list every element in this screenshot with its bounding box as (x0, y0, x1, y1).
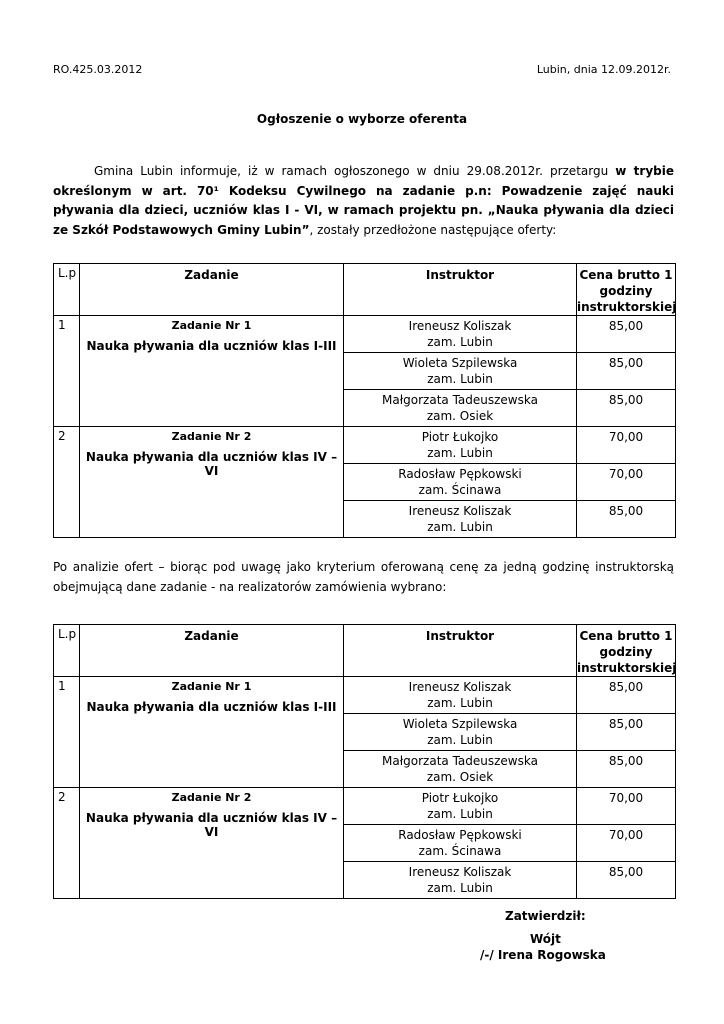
instructor-name: Piotr Łukojko (421, 430, 499, 444)
row-lp: 1 (54, 677, 80, 788)
row-lp: 2 (54, 788, 80, 899)
header-cena: Cena brutto 1 godziny instruktorskiej (577, 264, 676, 316)
task-name: Nauka pływania dla uczniów klas I-III (86, 339, 337, 353)
table-row (54, 788, 676, 825)
analysis-paragraph: Po analizie ofert – biorąc pod uwagę jako kryterium oferowaną cenę za jedną godzinę instruktorską obejmującą dane zadanie - na realizatorów zamówienia wybrano: (53, 560, 674, 594)
header-instruktor: Instruktor (344, 264, 577, 316)
instructor-place: zam. Lubin (427, 733, 493, 747)
instructor-name: Małgorzata Tadeuszewska (382, 754, 538, 768)
table-row (54, 427, 676, 464)
price-cell: 70,00 (577, 788, 676, 825)
row-lp: 1 (54, 316, 80, 427)
table-row (54, 677, 676, 714)
instructor-place: zam. Lubin (427, 696, 493, 710)
instructor-cell (344, 501, 577, 538)
instructor-place: zam. Ścinawa (418, 483, 502, 497)
task-cell (80, 677, 344, 788)
instructor-name: Ireneusz Koliszak (408, 680, 512, 694)
task-cell (80, 316, 344, 427)
task-number: Zadanie Nr 2 (171, 430, 252, 443)
approved-label: Zatwierdził: (505, 909, 586, 923)
instructor-cell (344, 464, 577, 501)
price-cell: 85,00 (577, 862, 676, 899)
instructor-name: Małgorzata Tadeuszewska (382, 393, 538, 407)
document-date: Lubin, dnia 12.09.2012r. (536, 63, 671, 76)
intro-paragraph (53, 162, 674, 240)
instructor-place: zam. Lubin (427, 881, 493, 895)
document-reference: RO.425.03.2012 (53, 63, 143, 76)
instructor-place: zam. Lubin (427, 520, 493, 534)
intro-bold-text: w trybie określonym w art. 70¹ Kodeksu Cywilnego na zadanie p.n: Powadzenie zajęć nauki pływania dla dzieci, uczniów klas I - VI, w ramach projektu pn. „Nauka pływania dla dzieci ze Szkół Podstawowych Gminy Lubin” (53, 164, 674, 237)
table-row (54, 316, 676, 353)
task-number: Zadanie Nr 2 (171, 791, 252, 804)
task-cell (80, 788, 344, 899)
signatory-name: /-/ Irena Rogowska (480, 948, 606, 962)
price-cell: 85,00 (577, 677, 676, 714)
instructor-name: Radosław Pępkowski (398, 467, 522, 481)
task-number: Zadanie Nr 1 (171, 680, 252, 693)
instructor-place: zam. Ścinawa (418, 844, 502, 858)
instructor-name: Wioleta Szpilewska (402, 717, 518, 731)
header-instruktor: Instruktor (344, 625, 577, 677)
instructor-name: Radosław Pępkowski (398, 828, 522, 842)
task-cell (80, 427, 344, 538)
instructor-place: zam. Lubin (427, 335, 493, 349)
header-lp: L.p (54, 625, 80, 677)
price-cell: 85,00 (577, 390, 676, 427)
instructor-cell (344, 390, 577, 427)
instructor-name: Ireneusz Koliszak (408, 865, 512, 879)
price-cell: 70,00 (577, 427, 676, 464)
row-lp: 2 (54, 427, 80, 538)
price-cell: 85,00 (577, 501, 676, 538)
document-title: Ogłoszenie o wyborze oferenta (256, 112, 468, 126)
instructor-cell (344, 751, 577, 788)
instructor-cell (344, 677, 577, 714)
price-cell: 70,00 (577, 825, 676, 862)
instructor-cell (344, 862, 577, 899)
price-cell: 85,00 (577, 714, 676, 751)
instructor-place: zam. Lubin (427, 807, 493, 821)
instructor-place: zam. Osiek (426, 770, 494, 784)
task-name: Nauka pływania dla uczniów klas IV – VI (85, 811, 338, 839)
signatory-role: Wójt (530, 932, 561, 946)
table-header-row (54, 625, 676, 677)
intro-text-end: , zostały przedłożone następujące oferty: (309, 222, 557, 237)
header-zadanie: Zadanie (80, 264, 344, 316)
instructor-name: Ireneusz Koliszak (408, 504, 512, 518)
price-cell: 85,00 (577, 353, 676, 390)
price-cell: 85,00 (577, 751, 676, 788)
task-number: Zadanie Nr 1 (171, 319, 252, 332)
instructor-name: Wioleta Szpilewska (402, 356, 518, 370)
instructor-place: zam. Lubin (427, 372, 493, 386)
instructor-cell (344, 353, 577, 390)
instructor-cell (344, 788, 577, 825)
instructor-cell (344, 316, 577, 353)
header-lp: L.p (54, 264, 80, 316)
header-cena: Cena brutto 1 godziny instruktorskiej (577, 625, 676, 677)
table-header-row (54, 264, 676, 316)
intro-text: Gmina Lubin informuje, iż w ramach ogłoszonego w dniu 29.08.2012r. przetargu (94, 164, 616, 178)
instructor-place: zam. Lubin (427, 446, 493, 460)
instructor-cell (344, 714, 577, 751)
instructor-cell (344, 427, 577, 464)
instructor-cell (344, 825, 577, 862)
instructor-place: zam. Osiek (426, 409, 494, 423)
offers-table (53, 263, 676, 538)
task-name: Nauka pływania dla uczniów klas IV – VI (85, 450, 338, 478)
price-cell: 70,00 (577, 464, 676, 501)
task-name: Nauka pływania dla uczniów klas I-III (86, 700, 337, 714)
header-zadanie: Zadanie (80, 625, 344, 677)
instructor-name: Ireneusz Koliszak (408, 319, 512, 333)
selected-offers-table (53, 624, 676, 899)
instructor-name: Piotr Łukojko (421, 791, 499, 805)
price-cell: 85,00 (577, 316, 676, 353)
